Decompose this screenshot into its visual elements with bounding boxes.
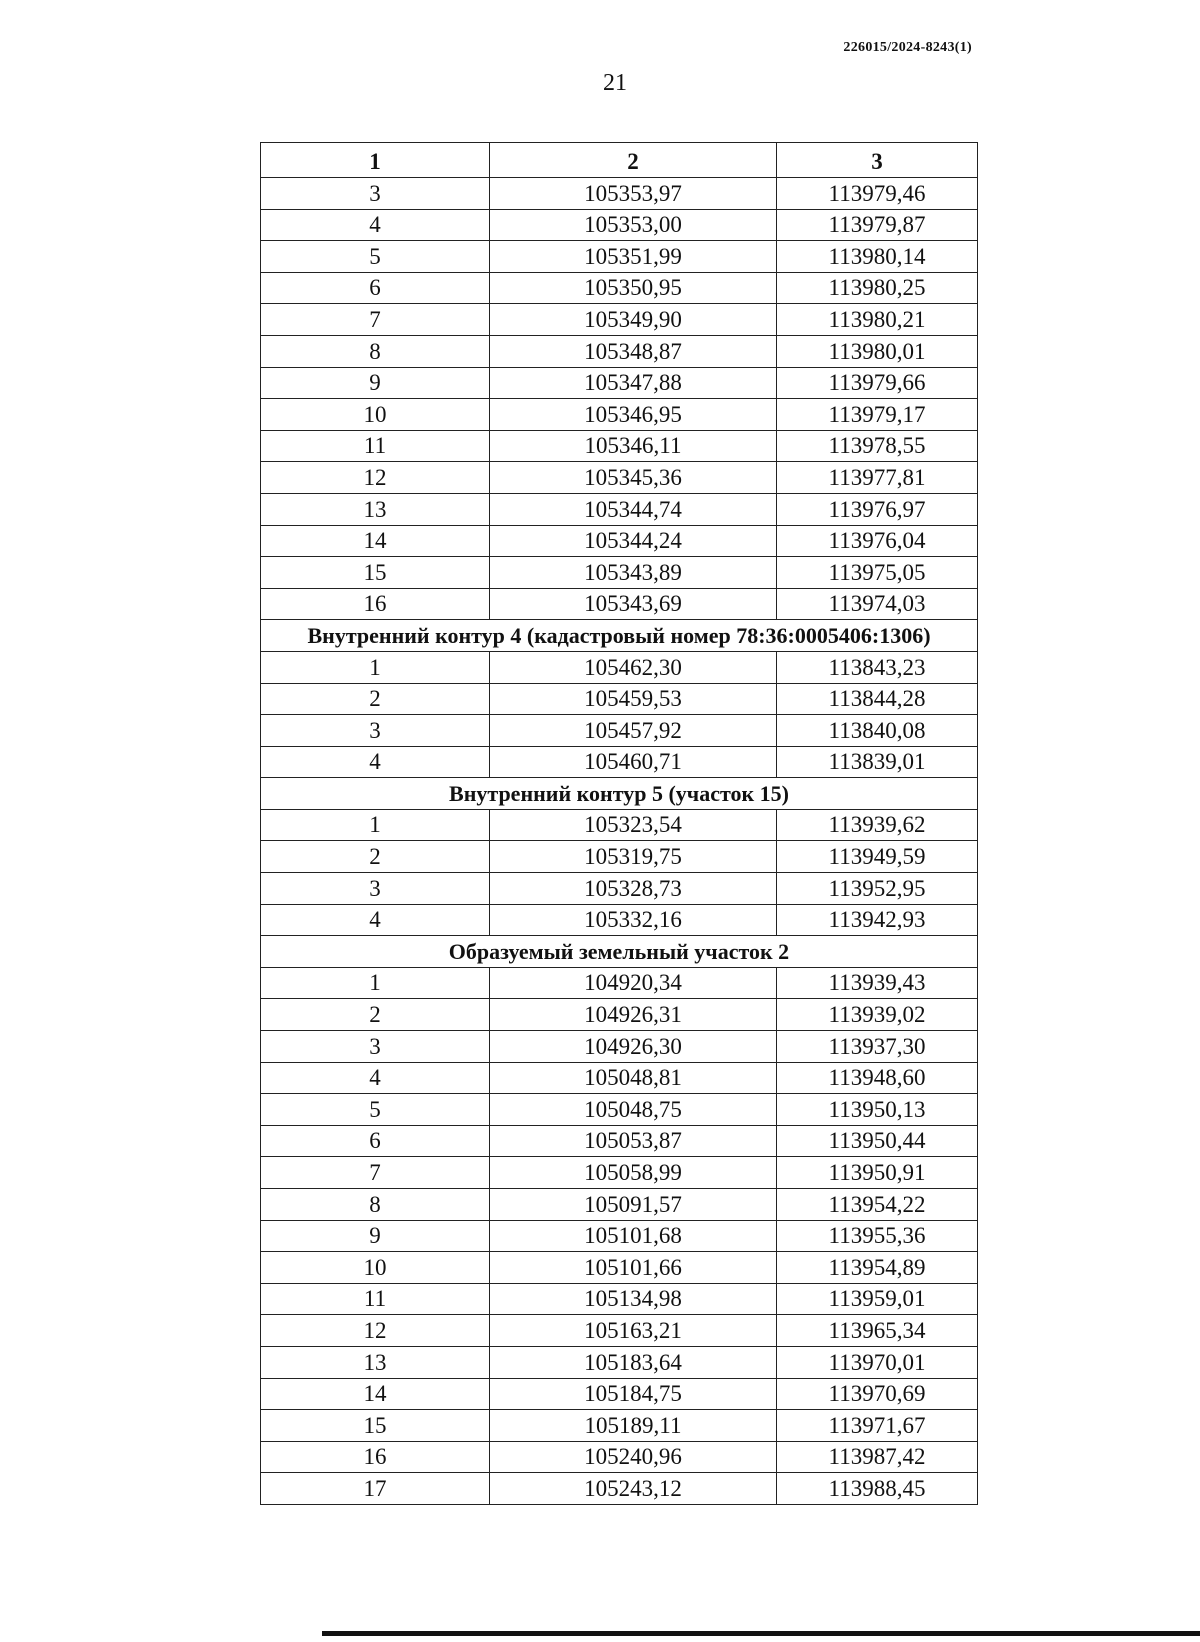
coordinate-y-cell: 113839,01 (777, 746, 978, 778)
table-row (261, 1378, 978, 1410)
coordinate-x-cell: 105353,00 (490, 209, 777, 241)
coordinate-y-cell: 113950,13 (777, 1094, 978, 1126)
coordinate-y-cell: 113976,04 (777, 525, 978, 557)
coordinate-y-cell: 113948,60 (777, 1062, 978, 1094)
point-number-cell: 8 (261, 1189, 490, 1221)
section-row (261, 936, 978, 968)
section-title: Внутренний контур 4 (кадастровый номер 78:36:0005406:1306) (261, 620, 978, 652)
coordinate-y-cell: 113974,03 (777, 588, 978, 620)
coordinate-x-cell: 105091,57 (490, 1189, 777, 1221)
coordinate-y-cell: 113937,30 (777, 1031, 978, 1063)
point-number-cell: 4 (261, 746, 490, 778)
table-row (261, 967, 978, 999)
coordinate-y-cell: 113939,62 (777, 809, 978, 841)
table-row (261, 1252, 978, 1284)
coordinate-y-cell: 113840,08 (777, 715, 978, 747)
scan-edge-line (322, 1631, 1200, 1636)
coordinate-x-cell: 105134,98 (490, 1283, 777, 1315)
point-number-cell: 2 (261, 683, 490, 715)
coordinate-x-cell: 105163,21 (490, 1315, 777, 1347)
table-row (261, 525, 978, 557)
table-row (261, 588, 978, 620)
column-header-2: 2 (490, 143, 777, 178)
coordinate-x-cell: 105189,11 (490, 1410, 777, 1442)
coordinate-y-cell: 113980,25 (777, 272, 978, 304)
section-title: Внутренний контур 5 (участок 15) (261, 778, 978, 810)
coordinate-y-cell: 113987,42 (777, 1441, 978, 1473)
point-number-cell: 13 (261, 493, 490, 525)
coordinate-x-cell: 105343,69 (490, 588, 777, 620)
table-row (261, 272, 978, 304)
coordinate-x-cell: 105350,95 (490, 272, 777, 304)
column-header-1: 1 (261, 143, 490, 178)
point-number-cell: 2 (261, 841, 490, 873)
table-row (261, 1283, 978, 1315)
table-row (261, 651, 978, 683)
coordinate-y-cell: 113950,44 (777, 1125, 978, 1157)
table-header (261, 143, 978, 178)
coordinates-table (260, 142, 978, 1505)
coordinate-x-cell: 105345,36 (490, 462, 777, 494)
point-number-cell: 10 (261, 399, 490, 431)
point-number-cell: 4 (261, 209, 490, 241)
coordinate-x-cell: 105353,97 (490, 178, 777, 210)
coordinate-y-cell: 113979,46 (777, 178, 978, 210)
coordinate-x-cell: 105460,71 (490, 746, 777, 778)
coordinate-y-cell: 113949,59 (777, 841, 978, 873)
point-number-cell: 14 (261, 1378, 490, 1410)
table-row (261, 873, 978, 905)
coordinate-y-cell: 113980,01 (777, 335, 978, 367)
point-number-cell: 5 (261, 1094, 490, 1126)
table-row (261, 1189, 978, 1221)
coordinate-x-cell: 105101,68 (490, 1220, 777, 1252)
point-number-cell: 6 (261, 272, 490, 304)
table-body (261, 178, 978, 1505)
table-row (261, 1346, 978, 1378)
coordinate-y-cell: 113965,34 (777, 1315, 978, 1347)
coordinate-y-cell: 113980,21 (777, 304, 978, 336)
coordinate-y-cell: 113979,17 (777, 399, 978, 431)
table-row (261, 462, 978, 494)
point-number-cell: 14 (261, 525, 490, 557)
table-row (261, 1031, 978, 1063)
coordinate-x-cell: 105343,89 (490, 557, 777, 589)
header-row (261, 143, 978, 178)
table-row (261, 1220, 978, 1252)
point-number-cell: 16 (261, 588, 490, 620)
coordinate-x-cell: 105351,99 (490, 241, 777, 273)
point-number-cell: 17 (261, 1473, 490, 1505)
coordinate-y-cell: 113970,01 (777, 1346, 978, 1378)
coordinate-y-cell: 113954,22 (777, 1189, 978, 1221)
table-row (261, 1315, 978, 1347)
point-number-cell: 15 (261, 557, 490, 589)
point-number-cell: 5 (261, 241, 490, 273)
coordinate-x-cell: 105048,81 (490, 1062, 777, 1094)
point-number-cell: 4 (261, 904, 490, 936)
coordinate-x-cell: 105344,74 (490, 493, 777, 525)
coordinate-y-cell: 113976,97 (777, 493, 978, 525)
coordinate-y-cell: 113843,23 (777, 651, 978, 683)
table-row (261, 209, 978, 241)
coordinate-y-cell: 113952,95 (777, 873, 978, 905)
table-row (261, 746, 978, 778)
coordinate-x-cell: 105243,12 (490, 1473, 777, 1505)
point-number-cell: 9 (261, 367, 490, 399)
coordinate-y-cell: 113970,69 (777, 1378, 978, 1410)
point-number-cell: 16 (261, 1441, 490, 1473)
coordinate-x-cell: 104926,30 (490, 1031, 777, 1063)
coordinate-y-cell: 113979,66 (777, 367, 978, 399)
point-number-cell: 1 (261, 651, 490, 683)
point-number-cell: 13 (261, 1346, 490, 1378)
coordinate-y-cell: 113988,45 (777, 1473, 978, 1505)
coordinate-y-cell: 113977,81 (777, 462, 978, 494)
point-number-cell: 3 (261, 178, 490, 210)
coordinate-y-cell: 113939,43 (777, 967, 978, 999)
table-row (261, 841, 978, 873)
table-row (261, 304, 978, 336)
point-number-cell: 3 (261, 1031, 490, 1063)
coordinate-y-cell: 113971,67 (777, 1410, 978, 1442)
point-number-cell: 7 (261, 304, 490, 336)
table-row (261, 1125, 978, 1157)
table-row (261, 1094, 978, 1126)
column-header-3: 3 (777, 143, 978, 178)
coordinate-x-cell: 105101,66 (490, 1252, 777, 1284)
table-row (261, 904, 978, 936)
table-row (261, 367, 978, 399)
coordinate-y-cell: 113954,89 (777, 1252, 978, 1284)
coordinate-y-cell: 113959,01 (777, 1283, 978, 1315)
point-number-cell: 12 (261, 1315, 490, 1347)
coordinate-x-cell: 105346,95 (490, 399, 777, 431)
coordinate-x-cell: 105349,90 (490, 304, 777, 336)
point-number-cell: 11 (261, 1283, 490, 1315)
point-number-cell: 6 (261, 1125, 490, 1157)
section-title: Образуемый земельный участок 2 (261, 936, 978, 968)
point-number-cell: 3 (261, 873, 490, 905)
coordinate-x-cell: 105332,16 (490, 904, 777, 936)
table-row (261, 1410, 978, 1442)
point-number-cell: 12 (261, 462, 490, 494)
coordinate-x-cell: 105457,92 (490, 715, 777, 747)
coordinate-y-cell: 113939,02 (777, 999, 978, 1031)
coordinate-x-cell: 105323,54 (490, 809, 777, 841)
coordinate-x-cell: 105347,88 (490, 367, 777, 399)
table-row (261, 241, 978, 273)
coordinate-y-cell: 113978,55 (777, 430, 978, 462)
point-number-cell: 1 (261, 967, 490, 999)
table-row (261, 1062, 978, 1094)
point-number-cell: 3 (261, 715, 490, 747)
table-row (261, 1441, 978, 1473)
coordinate-x-cell: 104926,31 (490, 999, 777, 1031)
coordinate-x-cell: 105053,87 (490, 1125, 777, 1157)
table-row (261, 493, 978, 525)
table-row (261, 715, 978, 747)
section-row (261, 778, 978, 810)
coordinate-y-cell: 113942,93 (777, 904, 978, 936)
coordinate-x-cell: 105459,53 (490, 683, 777, 715)
point-number-cell: 7 (261, 1157, 490, 1189)
point-number-cell: 8 (261, 335, 490, 367)
coordinate-x-cell: 105240,96 (490, 1441, 777, 1473)
coordinate-y-cell: 113955,36 (777, 1220, 978, 1252)
table-row (261, 335, 978, 367)
table-row (261, 1157, 978, 1189)
coordinate-y-cell: 113950,91 (777, 1157, 978, 1189)
point-number-cell: 2 (261, 999, 490, 1031)
coordinate-x-cell: 105183,64 (490, 1346, 777, 1378)
table-row (261, 1473, 978, 1505)
coordinate-x-cell: 105184,75 (490, 1378, 777, 1410)
coordinate-y-cell: 113979,87 (777, 209, 978, 241)
coordinate-x-cell: 105344,24 (490, 525, 777, 557)
coordinate-x-cell: 105346,11 (490, 430, 777, 462)
coordinate-y-cell: 113844,28 (777, 683, 978, 715)
section-row (261, 620, 978, 652)
point-number-cell: 9 (261, 1220, 490, 1252)
table-row (261, 809, 978, 841)
table-row (261, 557, 978, 589)
table-row (261, 399, 978, 431)
document-number: 226015/2024-8243(1) (843, 40, 972, 55)
point-number-cell: 11 (261, 430, 490, 462)
table-row (261, 178, 978, 210)
coordinate-x-cell: 105328,73 (490, 873, 777, 905)
coordinate-x-cell: 105462,30 (490, 651, 777, 683)
coordinate-x-cell: 105058,99 (490, 1157, 777, 1189)
page-number: 21 (603, 70, 627, 96)
point-number-cell: 4 (261, 1062, 490, 1094)
table-row (261, 683, 978, 715)
coordinate-y-cell: 113980,14 (777, 241, 978, 273)
point-number-cell: 1 (261, 809, 490, 841)
table-row (261, 430, 978, 462)
coordinate-x-cell: 105048,75 (490, 1094, 777, 1126)
coordinate-x-cell: 105319,75 (490, 841, 777, 873)
coordinate-x-cell: 104920,34 (490, 967, 777, 999)
coordinate-x-cell: 105348,87 (490, 335, 777, 367)
table-row (261, 999, 978, 1031)
coordinate-y-cell: 113975,05 (777, 557, 978, 589)
point-number-cell: 10 (261, 1252, 490, 1284)
point-number-cell: 15 (261, 1410, 490, 1442)
